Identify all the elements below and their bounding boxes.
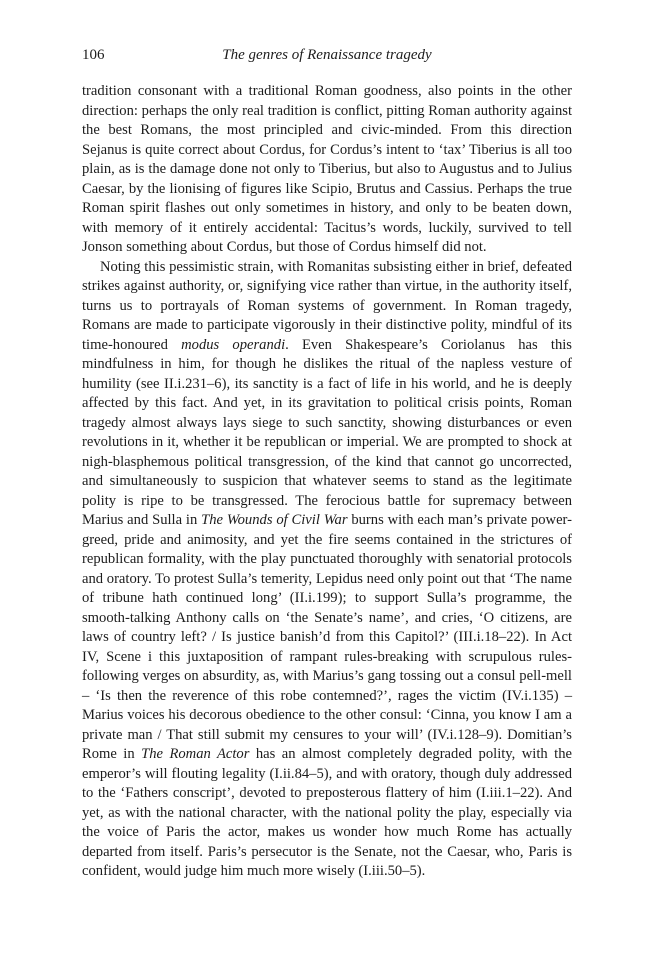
paragraph-text: burns with each man’s private power-greed, pride and animosity, and yet the fire seems contained in the strictures of republican formality, with the play punctuated thoroughly with senatorial protocols and oratory. To protest Sulla’s temerity, Lepidus need only point out that ‘The name of tribune hath continued long’ (II.i.199); to support Sulla’s programme, the smooth-talking Anthony calls on ‘the Senate’s name’, and cries, ‘O citizens, are laws of country left? / Is justice banish’d from this Capitol?’ (III.i.18–22). In Act IV, Scene i this juxtaposition of rampant rules-breaking with scrupulous rules-following verges on absurdity, as, with Marius’s gang tossing out a consul pell-mell – ‘Is then the reverence of this robe contemned?’, rages the victim (IV.i.135) – Marius voices his decorous obedience to the other consul: ‘Cinna, you know I am a private man / That still submit my censures to your will’ (IV.i.128–9). Domitian’s Rome in — [82, 512, 572, 762]
italic-term: modus operandi — [181, 336, 286, 353]
paragraph-text: Noting this pessimistic strain, with Romanitas subsisting either in brief, defeated strikes against authority, or, signifying vice rather than virtue, in the authority itself, turns us to portrayals of Roman systems of government. In Roman tragedy, Romans are made to participate vigorously in their distinctive polity, mindful of its time-honoured — [82, 258, 572, 353]
play-title-italic: The Roman Actor — [141, 746, 250, 762]
paragraph-text: . Even Shakespeare’s Coriolanus has this mindfulness in him, for though he dislikes the ritual of the napless vesture of humility (see II.i.231–6), its sanctity is a fact of life in his world, and he is deeply affected by this fact. And yet, in its gravitation to political crisis points, Roman tragedy almost always lays siege to such sanctity, showing disturbances or even revolutions in it, whether it be republican or imperial. We are prompted to shock at nigh-blasphemous political transgression, of the kind that cannot go uncorrected, and simultaneously to suspicion that whatever seems to stand as the legitimate polity is ripe to be transgressed. The ferocious battle for supremacy between Marius and Sulla in — [82, 336, 572, 528]
page-number: 106 — [82, 47, 105, 63]
running-head — [82, 44, 572, 66]
book-page — [82, 44, 572, 882]
paragraph-text: tradition consonant with a traditional Roman goodness, also points in the other direction: perhaps the only real tradition is conflict, pitting Roman authority against the best Romans, the most principled and civic-minded. From this direction Sejanus is quite correct about Cordus, for Cordus’s intent to ‘tax’ Tiberius is all too plain, as is the damage done not only to Tiberius, but also to Augustus and to Julius Caesar, by the lionising of figures like Scipio, Brutus and Cassius. Perhaps the true Roman spirit flashes out only sometimes in history, and only to be beaten down, with memory of it entirely accidental: Tacitus’s words, luckily, survived to tell Jonson something about Cordus, but those of Cordus himself did not. — [82, 83, 572, 255]
running-title: The genres of Renaissance tragedy — [222, 47, 432, 63]
paragraph-text: has an almost completely degraded polity, with the emperor’s will flouting legality (I.ii.84–5), and with oratory, though duly addressed to the ‘Fathers conscript’, devoted to preposterous flattery of him (I.iii.1–22). And yet, as with the national character, with the national polity the play, especially via the voice of Paris the actor, makes us wonder how much Rome has actually departed from itself. Paris’s persecutor is the Senate, not the Caesar, who, Paris is confident, would judge him much more wisely (I.iii.50–5). — [82, 746, 572, 879]
paragraph-2 — [82, 258, 572, 882]
body-text — [82, 82, 572, 882]
play-title-italic: The Wounds of Civil War — [201, 512, 348, 528]
paragraph-1 — [82, 82, 572, 258]
